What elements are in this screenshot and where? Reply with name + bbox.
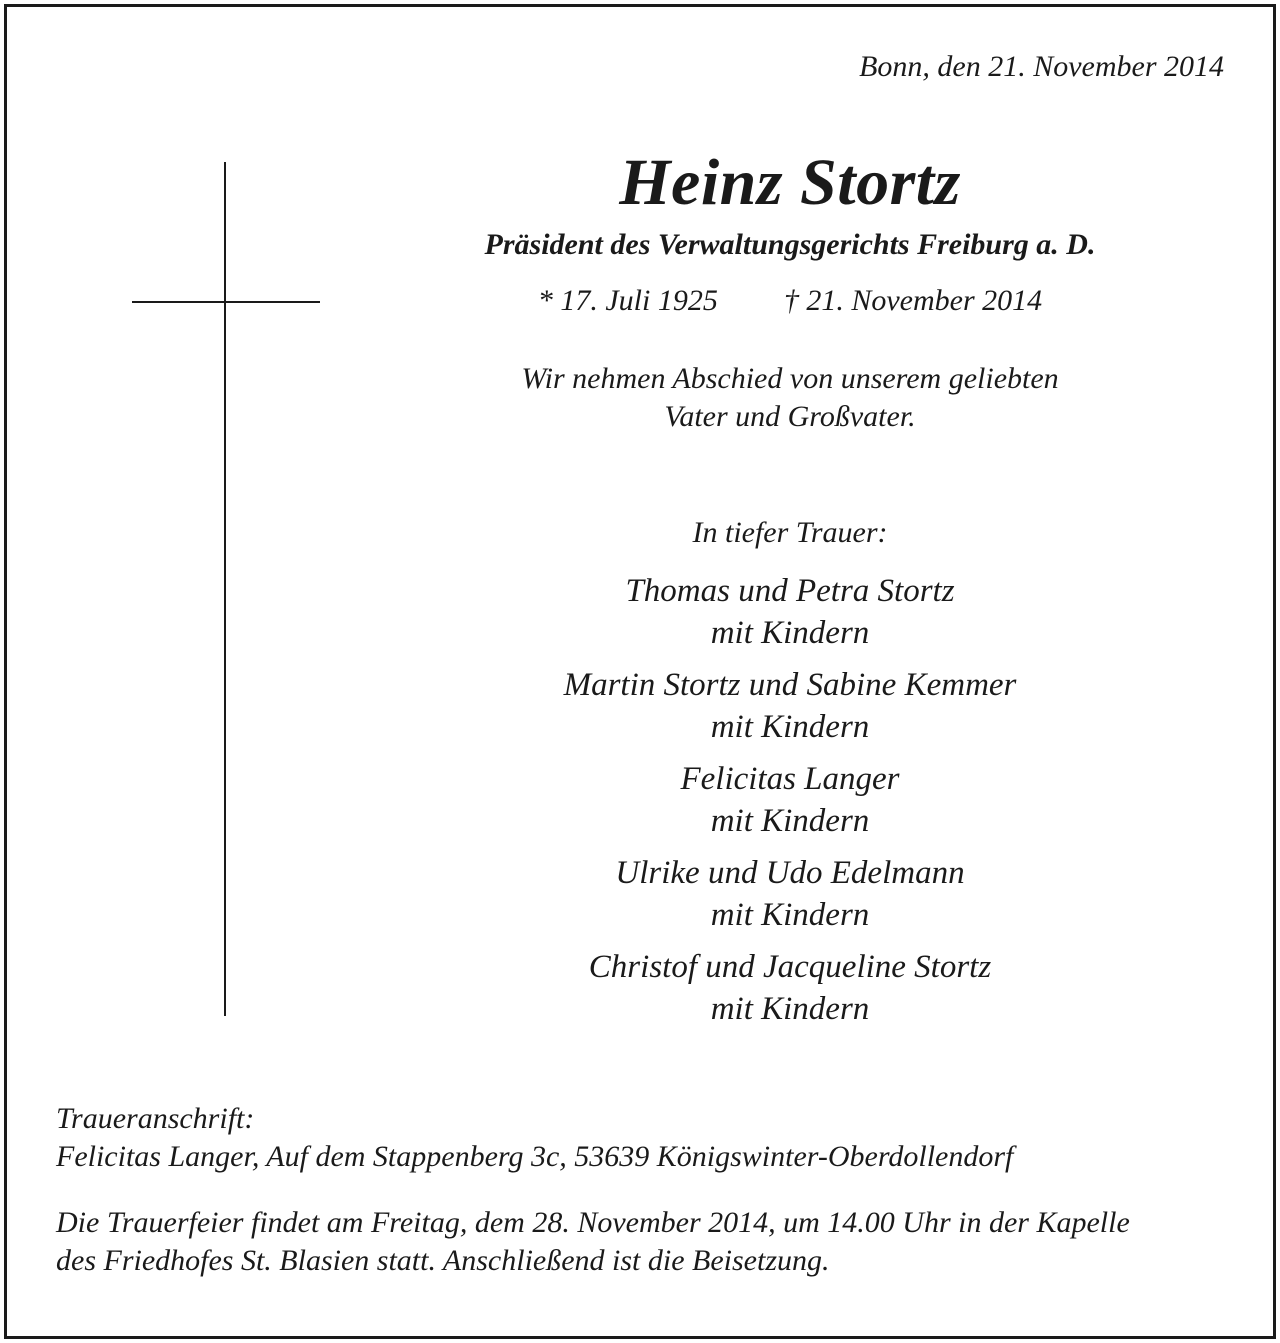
mourner-names: Ulrike und Udo Edelmann	[615, 855, 965, 891]
mourner-entry	[300, 852, 1280, 936]
mourning-label: In tiefer Trauer:	[692, 516, 888, 549]
mourner-names: Felicitas Langer	[680, 761, 900, 797]
mourner-names: Thomas und Petra Stortz	[625, 573, 955, 609]
mourner-suffix: mit Kindern	[710, 991, 870, 1027]
death-date: † 21. November 2014	[783, 284, 1043, 317]
mourner-names: Martin Stortz und Sabine Kemmer	[563, 667, 1017, 703]
mourner-entry	[300, 570, 1280, 654]
address-text: Felicitas Langer, Auf dem Stappenberg 3c, 53639 Königswinter-Oberdollendorf	[56, 1140, 1014, 1173]
birth-date: * 17. Juli 1925	[537, 284, 718, 317]
mourners-list	[300, 570, 1280, 1040]
mourner-suffix: mit Kindern	[710, 615, 870, 651]
mourner-entry	[300, 946, 1280, 1030]
farewell-line-2: Vater und Großvater.	[664, 400, 916, 433]
cross-vertical-bar	[224, 162, 226, 1016]
mourner-suffix: mit Kindern	[710, 897, 870, 933]
mourner-suffix: mit Kindern	[710, 803, 870, 839]
ceremony-line-1: Die Trauerfeier findet am Freitag, dem 28. November 2014, um 14.00 Uhr in der Kapelle	[56, 1206, 1130, 1239]
deceased-title: Präsident des Verwaltungsgerichts Freiburg a. D.	[484, 228, 1096, 261]
deceased-name: Heinz Stortz	[619, 146, 961, 219]
place-date: Bonn, den 21. November 2014	[859, 50, 1224, 83]
ceremony-info	[56, 1204, 1130, 1280]
life-dates	[300, 284, 1280, 318]
farewell-text	[300, 360, 1280, 436]
address-label: Traueranschrift:	[56, 1102, 255, 1135]
mourner-entry	[300, 664, 1280, 748]
ceremony-line-2: des Friedhofes St. Blasien statt. Anschließend ist die Beisetzung.	[56, 1244, 830, 1277]
mourner-names: Christof und Jacqueline Stortz	[588, 949, 992, 985]
farewell-line-1: Wir nehmen Abschied von unserem geliebten	[521, 362, 1059, 395]
mourning-address	[56, 1100, 1013, 1176]
cross-horizontal-bar	[132, 301, 320, 303]
mourner-entry	[300, 758, 1280, 842]
mourner-suffix: mit Kindern	[710, 709, 870, 745]
